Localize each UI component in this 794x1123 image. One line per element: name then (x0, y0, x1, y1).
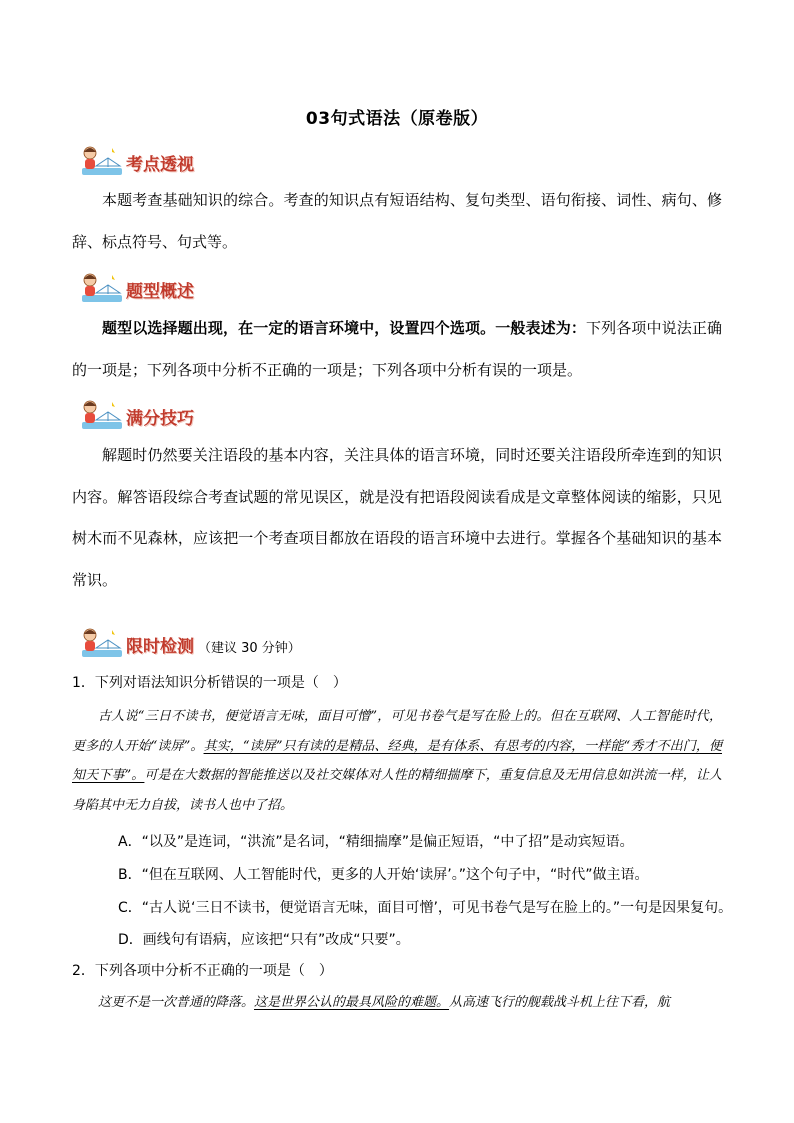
section-text-tixing (72, 308, 722, 391)
section-header-manfen (72, 398, 372, 432)
document-title: 03句式语法（原卷版） (305, 109, 489, 129)
section-title-text: 限时检测 (126, 637, 194, 657)
passage-underlined-sentence: 这是世界公认的最具风险的难题。 (254, 995, 450, 1010)
reading-girl-icon (72, 271, 128, 305)
section-header-tixing (72, 271, 372, 305)
reading-girl-icon (72, 144, 128, 178)
passage-underlined-sentence: 其实，“读屏”只有读的是精品、经典，是有体系、有思考的内容，一样能“秀才不出门，便知天下事”。 (72, 738, 722, 783)
passage-text: 可是在大数据的智能推送以及社交媒体对人性的精细揣摩下，重复信息及无用信息如洪流一样，让人身陷其中无力自拔，读书人也中了招。 (72, 768, 722, 813)
section-title: 满分技巧 (126, 409, 194, 429)
question-1-option-a: A．“以及”是连词，“洪流”是名词，“精细揣摩”是偏正短语，“中了招”是动宾短语。 (118, 834, 634, 850)
question-1-option-c: C．“古人说‘三日不读书，便觉语言无味，面目可憎’，可见书卷气是写在脸上的。”一句是因果复句。 (118, 900, 733, 916)
section-text-bold: 题型以选择题出现，在一定的语言环境中，设置四个选项。一般表述为： (102, 319, 586, 337)
section-text-kaodian: 本题考查基础知识的综合。考查的知识点有短语结构、复句类型、语句衔接、词性、病句、修辞、标点符号、句式等。 (72, 191, 722, 251)
question-2-passage (72, 988, 722, 1018)
section-title: 考点透视 (126, 155, 194, 175)
section-text-rest: 下列各项中说法正确的一项是；下列各项中分析不正确的一项是；下列各项中分析有误的一项是。 (72, 319, 722, 379)
section-title (126, 632, 301, 657)
question-1-title: 1．下列对语法知识分析错误的一项是（ ） (72, 675, 347, 691)
question-2-title: 2．下列各项中分析不正确的一项是（ ） (72, 963, 333, 979)
passage-text: 从高速飞行的舰载战斗机上往下看，航 (449, 995, 671, 1010)
reading-girl-icon (72, 626, 128, 660)
section-title: 题型概述 (126, 282, 194, 302)
question-1-passage (72, 702, 722, 820)
reading-girl-icon (72, 398, 128, 432)
time-suggestion: （建议 30 分钟） (198, 641, 301, 656)
section-header-xianshi (72, 626, 472, 660)
question-1-option-d: D．画线句有语病，应该把“只有”改成“只要”。 (118, 932, 410, 948)
passage-text: 古人说“三日不读书，便觉语言无味，面目可憎”，可见书卷气是写在脸上的。但在互联网、人工智能时代，更多的人开始“读屏”。 (72, 709, 722, 754)
question-1-option-b: B．“但在互联网、人工智能时代，更多的人开始‘读屏’。”这个句子中，“时代”做主语。 (118, 867, 649, 883)
passage-text: 这更不是一次普通的降落。 (98, 995, 255, 1010)
section-text-manfen: 解题时仍然要关注语段的基本内容，关注具体的语言环境，同时还要关注语段所牵连到的知识内容。解答语段综合考查试题的常见误区，就是没有把语段阅读看成是文章整体阅读的缩影，只见树木而不见森林，应该把一个考查项目都放在语段的语言环境中去进行。掌握各个基础知识的基本常识。 (72, 446, 722, 589)
section-header-kaodian (72, 144, 372, 178)
